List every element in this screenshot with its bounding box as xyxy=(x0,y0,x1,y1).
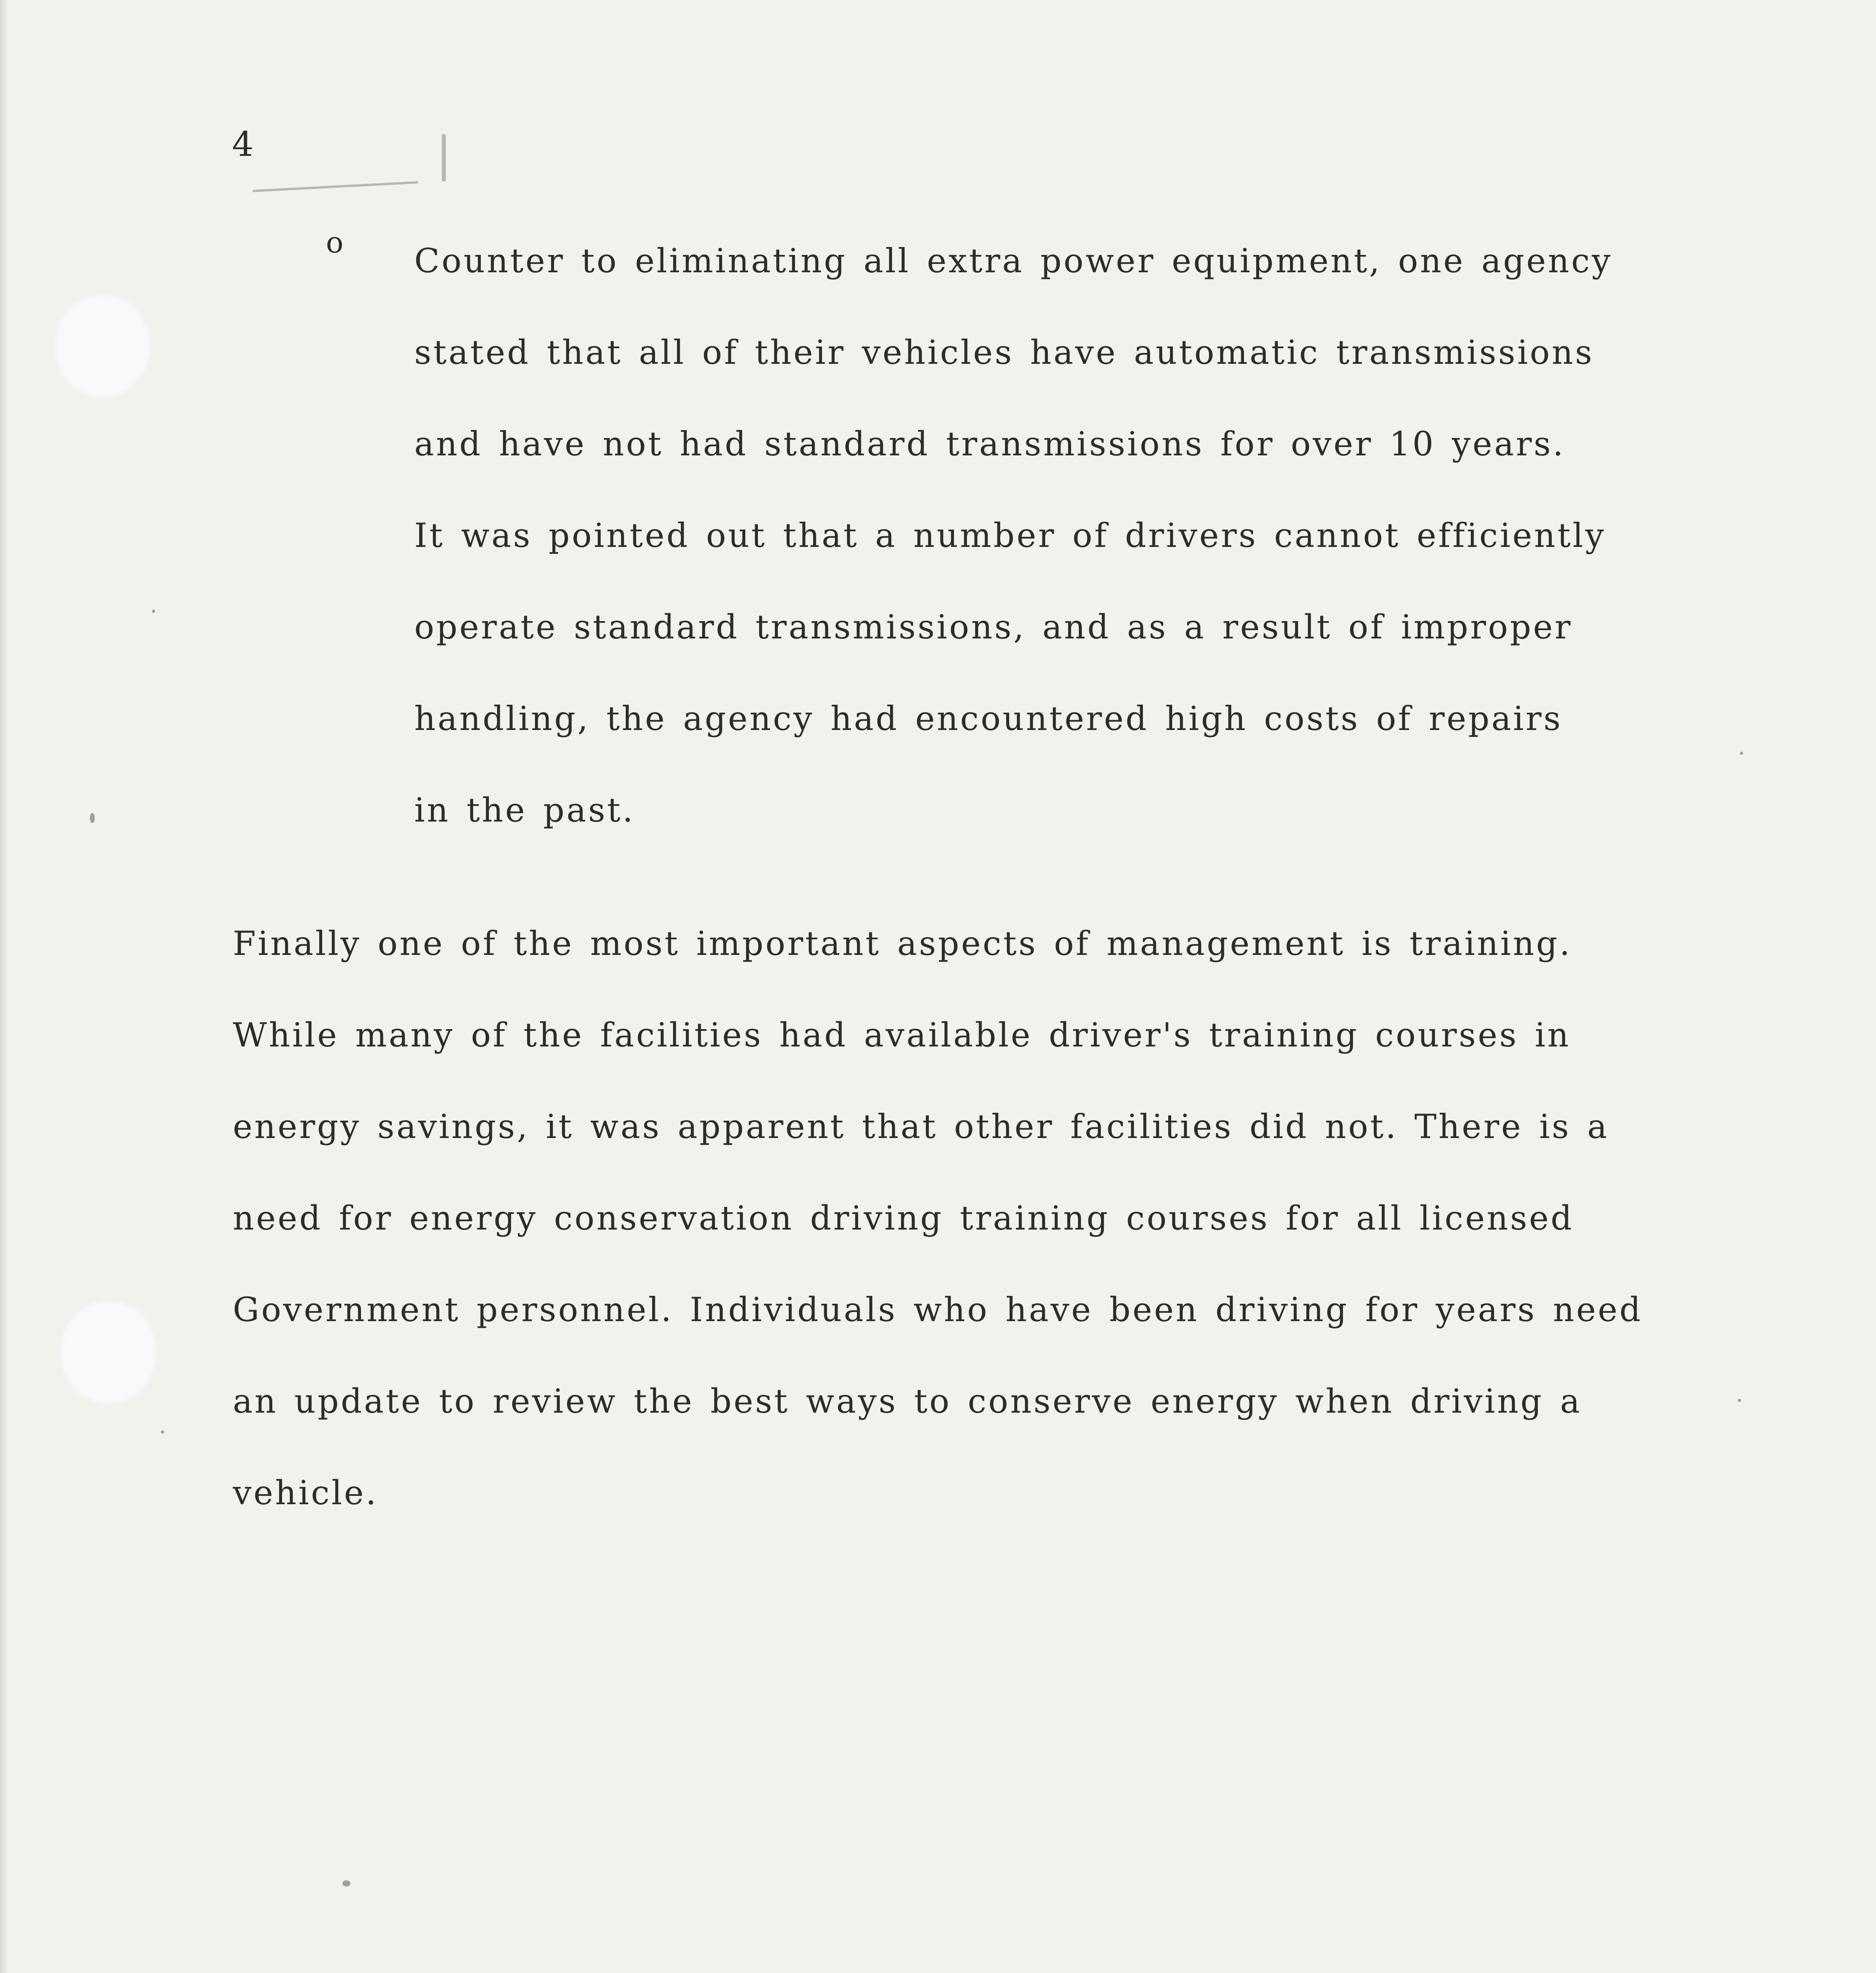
bullet-marker: o xyxy=(326,226,344,260)
text-line: Counter to eliminating all extra power equipment, one agency xyxy=(414,241,1612,280)
text-line: and have not had standard transmissions for over 10 years. xyxy=(414,425,1566,463)
text-line: Finally one of the most important aspects of management is training. xyxy=(233,924,1572,963)
text-line: vehicle. xyxy=(233,1473,378,1512)
ink-speck xyxy=(152,610,155,613)
text-line: need for energy conservation driving training courses for all licensed xyxy=(233,1199,1574,1237)
text-line: stated that all of their vehicles have automatic transmissions xyxy=(414,333,1594,372)
text-line: While many of the facilities had available driver's training courses in xyxy=(233,1016,1571,1054)
punch-hole-middle xyxy=(59,1299,158,1406)
text-line: in the past. xyxy=(414,791,635,829)
text-line: operate standard transmissions, and as a result of improper xyxy=(414,608,1573,646)
ink-speck xyxy=(1740,752,1743,755)
ink-speck xyxy=(342,1880,350,1887)
page-number: 4 xyxy=(232,125,254,164)
text-line: Government personnel. Individuals who have been driving for years need xyxy=(233,1290,1643,1329)
text-line: It was pointed out that a number of drivers cannot efficiently xyxy=(414,516,1606,555)
ink-smudge xyxy=(253,181,418,192)
bullet-point-text xyxy=(414,215,1716,856)
punch-hole-top xyxy=(53,293,152,399)
ink-smudge xyxy=(442,134,446,182)
text-line: handling, the agency had encountered high costs of repairs xyxy=(414,699,1563,738)
ink-speck xyxy=(161,1430,164,1434)
page-edge-shadow xyxy=(0,0,9,1973)
text-line: an update to review the best ways to conserve energy when driving a xyxy=(233,1382,1582,1421)
training-paragraph xyxy=(233,898,1752,1539)
ink-speck xyxy=(90,813,95,823)
text-line: energy savings, it was apparent that other facilities did not. There is a xyxy=(233,1107,1609,1146)
